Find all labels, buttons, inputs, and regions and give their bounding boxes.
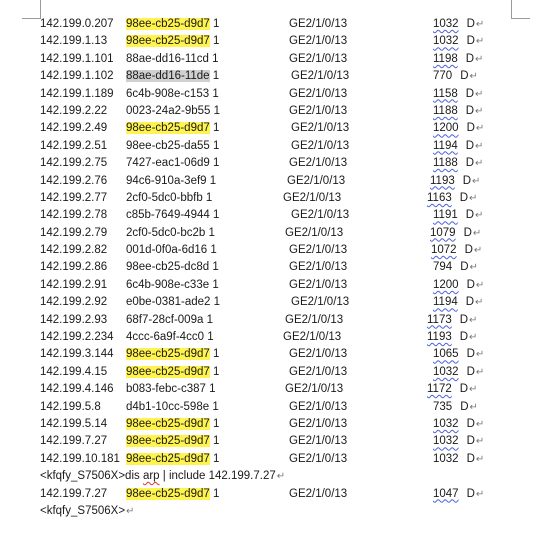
- vlan-id: 1: [212, 365, 220, 378]
- mac-cell: [126, 294, 220, 311]
- mac-address: 98ee-cb25-d9d7: [126, 365, 210, 378]
- paragraph-mark: ↵: [469, 332, 478, 344]
- entry-type: D: [466, 487, 475, 500]
- ip-address: 142.199.1.102: [40, 70, 114, 83]
- ip-address: 142.199.2.92: [40, 296, 108, 309]
- arp-row: [0, 381, 552, 398]
- entry-type: D: [465, 52, 475, 65]
- ip-address: 142.199.4.15: [40, 365, 108, 378]
- entry-type: D: [465, 104, 475, 117]
- arp-row: [0, 225, 552, 242]
- mac-address: e0be-0381-ade2: [126, 296, 211, 309]
- ip-address: 142.199.1.13: [40, 35, 108, 48]
- interface: GE2/1/0/13: [289, 87, 348, 100]
- mac-cell: [126, 259, 219, 276]
- mac-cell: [126, 16, 219, 33]
- aging-time: 1158: [433, 87, 458, 100]
- paragraph-mark: ↵: [475, 88, 484, 100]
- paragraph-mark: ↵: [475, 418, 485, 430]
- result-row-container: [0, 486, 552, 503]
- vlan-id: 1: [212, 417, 220, 430]
- aging-cell: [433, 259, 478, 276]
- ip-address: 142.199.2.78: [40, 209, 108, 222]
- aging-time: 1032: [433, 18, 459, 30]
- mac-address: 98ee-cb25-d9d7: [126, 435, 210, 448]
- paragraph-mark: ↵: [475, 36, 485, 48]
- mac-cell: [126, 225, 215, 242]
- entry-type: D: [459, 383, 469, 396]
- command-args: | include 142.199.7.27: [159, 470, 276, 483]
- paragraph-mark: ↵: [469, 71, 478, 83]
- aging-cell: [433, 207, 483, 224]
- interface: GE2/1/0/13: [291, 209, 350, 222]
- aging-cell: [433, 33, 484, 50]
- aging-cell: [430, 225, 481, 242]
- paragraph-mark: ↵: [276, 471, 286, 483]
- entry-type: D: [465, 209, 475, 222]
- paragraph-mark: ↵: [475, 279, 485, 291]
- interface: GE2/1/0/13: [289, 52, 348, 65]
- entry-type: D: [459, 331, 469, 344]
- vlan-id: 1: [212, 122, 220, 135]
- vlan-id: 1: [212, 487, 220, 500]
- vlan-id: 1: [212, 52, 219, 65]
- entry-type: D: [466, 417, 475, 430]
- ip-address: 142.199.2.77: [40, 191, 108, 204]
- final-prompt-line: [0, 503, 552, 520]
- mac-cell: [126, 346, 219, 363]
- entry-type: D: [466, 365, 475, 378]
- arp-row: [0, 399, 552, 416]
- aging-cell: [427, 329, 477, 346]
- ip-address: 142.199.3.144: [40, 348, 114, 361]
- interface: GE2/1/0/13: [289, 452, 348, 465]
- aging-time: 1032: [433, 435, 459, 448]
- vlan-id: 1: [205, 191, 213, 204]
- final-prompt-text: <kfqfy_S7506X>: [40, 504, 126, 517]
- vlan-id: 1: [212, 139, 220, 152]
- mac-cell: [126, 68, 219, 85]
- interface: GE2/1/0/13: [289, 400, 348, 413]
- aging-time: 735: [433, 400, 453, 413]
- arp-row: [0, 33, 552, 50]
- mac-cell: [126, 190, 212, 207]
- mac-address: 7427-eac1-06d9: [126, 157, 210, 170]
- arp-row: [0, 259, 552, 276]
- aging-cell: [433, 155, 483, 172]
- command-prompt: <kfqfy_S7506X>: [40, 470, 126, 483]
- entry-type: D: [459, 313, 469, 326]
- aging-time: 1172: [427, 383, 452, 396]
- paragraph-mark: ↵: [475, 140, 484, 152]
- arp-row: [0, 155, 552, 172]
- aging-time: 1065: [433, 348, 459, 361]
- ip-address: 142.199.2.22: [40, 104, 108, 117]
- aging-cell: [433, 16, 484, 33]
- arp-row: [0, 277, 552, 294]
- paragraph-mark: ↵: [473, 245, 483, 257]
- mac-cell: [126, 416, 219, 433]
- mac-cell: [126, 329, 214, 346]
- interface: GE2/1/0/13: [289, 157, 348, 170]
- interface: GE2/1/0/13: [289, 18, 348, 30]
- arp-row: [0, 190, 552, 207]
- aging-time: 1032: [433, 365, 459, 378]
- aging-cell: [433, 86, 483, 103]
- mac-cell: [126, 33, 219, 50]
- command-text: [40, 468, 285, 485]
- aging-time: 1032: [433, 417, 459, 430]
- interface: GE2/1/0/13: [289, 417, 348, 430]
- ip-address: 142.199.2.234: [40, 331, 114, 344]
- arp-row: [0, 68, 552, 85]
- entry-type: D: [460, 400, 469, 413]
- mac-cell: [126, 51, 219, 68]
- ip-address: 142.199.4.146: [40, 383, 114, 396]
- interface: GE2/1/0/13: [285, 313, 344, 326]
- mac-cell: [126, 381, 216, 398]
- mac-address: 0023-24a2-9b55: [126, 104, 211, 117]
- vlan-id: 1: [209, 383, 216, 396]
- command-line: [0, 468, 552, 485]
- aging-time: 1032: [433, 35, 459, 48]
- interface: GE2/1/0/13: [289, 487, 348, 500]
- mac-cell: [126, 173, 216, 190]
- mac-address: 88ae-dd16-11cd: [126, 52, 209, 65]
- aging-cell: [427, 381, 477, 398]
- interface: GE2/1/0/13: [291, 70, 350, 83]
- paragraph-mark: ↵: [469, 384, 478, 396]
- aging-cell: [433, 433, 484, 450]
- vlan-id: 1: [206, 313, 213, 326]
- mac-address: 98ee-cb25-dc8d: [126, 261, 210, 274]
- ip-address: 142.199.2.86: [40, 261, 108, 274]
- entry-type: D: [464, 244, 473, 257]
- ip-address: 142.199.2.91: [40, 278, 108, 291]
- mac-cell: [126, 277, 219, 294]
- aging-time: 1193: [427, 331, 452, 344]
- vlan-id: 1: [212, 209, 220, 222]
- aging-cell: [433, 346, 484, 363]
- aging-time: 1193: [430, 174, 455, 187]
- ip-address: 142.199.2.51: [40, 139, 108, 152]
- aging-cell: [433, 399, 478, 416]
- mac-address: 6c4b-908e-c33e: [126, 278, 210, 291]
- mac-address: 98ee-cb25-d9d7: [126, 452, 210, 465]
- ip-address: 142.199.2.79: [40, 226, 108, 239]
- aging-cell: [430, 173, 480, 190]
- aging-cell: [433, 103, 483, 120]
- paragraph-mark: ↵: [469, 262, 478, 274]
- aging-cell: [433, 364, 484, 381]
- interface: GE2/1/0/13: [283, 191, 342, 204]
- aging-time: 1194: [433, 296, 458, 309]
- vlan-id: 1: [207, 331, 214, 344]
- arp-row: [0, 433, 552, 450]
- vlan-id: 1: [213, 104, 221, 117]
- mac-address: d4b1-10cc-598e: [126, 400, 210, 413]
- interface: GE2/1/0/13: [289, 348, 348, 361]
- vlan-id: 1: [208, 226, 215, 239]
- ip-address: 142.199.2.76: [40, 174, 108, 187]
- arp-row: [0, 207, 552, 224]
- aging-cell: [431, 242, 482, 259]
- mac-address: 98ee-cb25-d9d7: [126, 18, 210, 30]
- arp-row: [0, 416, 552, 433]
- entry-type: D: [466, 348, 475, 361]
- entry-type: D: [465, 139, 475, 152]
- paragraph-mark: ↵: [475, 436, 485, 448]
- interface: GE2/1/0/13: [289, 261, 348, 274]
- aging-time: 1198: [433, 52, 458, 65]
- paragraph-mark: ↵: [475, 158, 484, 170]
- mac-address: 98ee-cb25-d9d7: [126, 35, 210, 48]
- arp-row: [0, 86, 552, 103]
- ip-address: 142.199.10.181: [40, 452, 120, 465]
- vlan-id: 1: [212, 278, 219, 291]
- mac-address: 2cf0-5dc0-bbfb: [126, 191, 203, 204]
- arp-row: [0, 173, 552, 190]
- interface: GE2/1/0/13: [285, 226, 344, 239]
- ip-address: 142.199.2.93: [40, 313, 108, 326]
- mac-cell: [126, 155, 219, 172]
- paragraph-mark: ↵: [475, 297, 484, 309]
- aging-time: 1200: [433, 278, 459, 291]
- aging-time: 1194: [433, 139, 458, 152]
- vlan-id: 1: [212, 70, 220, 83]
- interface: GE2/1/0/13: [289, 244, 348, 257]
- vlan-id: 1: [212, 400, 219, 413]
- aging-time: 1188: [433, 157, 458, 170]
- entry-type: D: [466, 18, 475, 30]
- aging-cell: [433, 51, 483, 68]
- aging-cell: [433, 120, 484, 137]
- mac-cell: [126, 207, 219, 224]
- vlan-id: 1: [212, 435, 220, 448]
- arp-row: [0, 120, 552, 137]
- paragraph-mark: ↵: [475, 349, 485, 361]
- mac-cell: [126, 120, 219, 137]
- paragraph-mark: ↵: [475, 210, 484, 222]
- vlan-id: 1: [213, 296, 221, 309]
- interface: GE2/1/0/13: [285, 383, 344, 396]
- mac-cell: [126, 364, 219, 381]
- paragraph-mark: ↵: [475, 105, 484, 117]
- paragraph-mark: ↵: [475, 53, 484, 65]
- entry-type: D: [466, 278, 475, 291]
- mac-address: 98ee-cb25-d9d7: [126, 417, 210, 430]
- vlan-id: 1: [212, 87, 219, 100]
- arp-row: [0, 329, 552, 346]
- interface: GE2/1/0/13: [283, 331, 342, 344]
- ip-address: 142.199.5.8: [40, 400, 101, 413]
- mac-address: 98ee-cb25-d9d7: [126, 348, 210, 361]
- mac-address: 98ee-cb25-d9d7: [126, 122, 210, 135]
- mac-address: 98ee-cb25-d9d7: [126, 487, 210, 500]
- arp-row: [0, 294, 552, 311]
- arp-row: [0, 451, 552, 468]
- arp-result-row: [0, 486, 552, 503]
- aging-cell: [433, 294, 483, 311]
- paragraph-mark: ↵: [469, 314, 478, 326]
- vlan-id: 1: [212, 157, 220, 170]
- vlan-id: 1: [209, 174, 217, 187]
- interface: GE2/1/0/13: [289, 435, 348, 448]
- interface: GE2/1/0/13: [291, 122, 350, 135]
- mac-cell: [126, 433, 219, 450]
- aging-cell: [433, 138, 483, 155]
- interface: GE2/1/0/13: [289, 104, 348, 117]
- ip-address: 142.199.7.27: [40, 487, 108, 500]
- interface: GE2/1/0/13: [287, 174, 346, 187]
- entry-type: D: [466, 452, 475, 465]
- mac-address: 94c6-910a-3ef9: [126, 174, 207, 187]
- command-keyword-dis: dis: [125, 470, 140, 483]
- entry-type: D: [463, 226, 472, 239]
- paragraph-mark: ↵: [126, 505, 135, 517]
- entry-type: D: [466, 435, 475, 448]
- arp-row: [0, 242, 552, 259]
- mac-address: c85b-7649-4944: [126, 209, 210, 222]
- interface: GE2/1/0/13: [291, 296, 350, 309]
- entry-type: D: [465, 296, 475, 309]
- arp-row: [0, 364, 552, 381]
- ip-address: 142.199.2.82: [40, 244, 108, 257]
- entry-type: D: [465, 87, 475, 100]
- entry-type: D: [466, 122, 475, 135]
- mac-cell: [126, 399, 219, 416]
- mac-cell: [126, 138, 219, 155]
- paragraph-mark: ↵: [469, 401, 478, 413]
- mac-address: 6c4b-908e-c153: [126, 87, 210, 100]
- mac-address: 68f7-28cf-009a: [126, 313, 204, 326]
- ip-address: 142.199.7.27: [40, 435, 108, 448]
- aging-cell: [433, 451, 484, 468]
- mac-address: 2cf0-5dc0-bc2b: [126, 226, 206, 239]
- aging-time: 1047: [433, 487, 459, 500]
- mac-address: b083-febc-c387: [126, 383, 206, 396]
- vlan-id: 1: [212, 18, 220, 30]
- aging-time: 1072: [431, 244, 457, 257]
- aging-time: 794: [433, 261, 453, 274]
- mac-cell: [126, 486, 219, 503]
- paragraph-mark: ↵: [475, 488, 485, 500]
- ip-address: 142.199.1.101: [40, 52, 114, 65]
- paragraph-mark: ↵: [475, 453, 485, 465]
- interface: GE2/1/0/13: [289, 278, 348, 291]
- interface: GE2/1/0/13: [291, 139, 350, 152]
- arp-row: [0, 312, 552, 329]
- aging-time: 1188: [433, 104, 458, 117]
- aging-time: 1191: [433, 209, 458, 222]
- entry-type: D: [460, 70, 469, 83]
- ip-address: 142.199.2.75: [40, 157, 108, 170]
- paragraph-mark: ↵: [475, 123, 485, 135]
- ip-address: 142.199.1.189: [40, 87, 114, 100]
- aging-time: 1163: [427, 191, 452, 204]
- entry-type: D: [460, 261, 469, 274]
- mac-address: 98ee-cb25-da55: [126, 139, 210, 152]
- aging-cell: [433, 277, 484, 294]
- arp-row: [0, 51, 552, 68]
- aging-time: 1200: [433, 122, 459, 135]
- mac-cell: [126, 242, 217, 259]
- mac-cell: [126, 451, 219, 468]
- vlan-id: 1: [212, 261, 219, 274]
- paragraph-mark: ↵: [475, 366, 485, 378]
- paragraph-mark: ↵: [472, 227, 482, 239]
- arp-row: [0, 103, 552, 120]
- interface: GE2/1/0/13: [289, 35, 348, 48]
- mac-cell: [126, 312, 213, 329]
- mac-address: 88ae-dd16-11de: [126, 70, 210, 83]
- aging-cell: [433, 68, 478, 85]
- aging-time: 1032: [433, 452, 459, 465]
- arp-table: [0, 16, 552, 468]
- ip-address: 142.199.2.49: [40, 122, 108, 135]
- mac-cell: [126, 86, 219, 103]
- vlan-id: 1: [212, 348, 220, 361]
- aging-cell: [427, 190, 477, 207]
- arp-row: [0, 138, 552, 155]
- arp-row: [0, 346, 552, 363]
- vlan-id: 1: [210, 244, 217, 257]
- entry-type: D: [466, 35, 475, 48]
- aging-cell: [433, 416, 484, 433]
- aging-time: 1173: [427, 313, 452, 326]
- paragraph-mark: ↵: [472, 175, 481, 187]
- document-body[interactable]: [0, 16, 552, 520]
- command-keyword-arp: arp: [142, 470, 160, 483]
- vlan-id: 1: [212, 35, 220, 48]
- paragraph-mark: ↵: [475, 19, 485, 30]
- mac-address: 4ccc-6a9f-4cc0: [126, 331, 204, 344]
- aging-time: 1079: [430, 226, 456, 239]
- interface: GE2/1/0/13: [289, 365, 348, 378]
- aging-time: 770: [433, 70, 453, 83]
- arp-row: [0, 16, 552, 33]
- vlan-id: 1: [212, 452, 220, 465]
- aging-cell: [427, 312, 477, 329]
- ip-address: 142.199.0.207: [40, 18, 114, 30]
- entry-type: D: [465, 157, 475, 170]
- entry-type: D: [462, 174, 472, 187]
- ip-address: 142.199.5.14: [40, 417, 108, 430]
- final-prompt: [40, 503, 134, 520]
- aging-cell: [433, 486, 484, 503]
- entry-type: D: [459, 191, 469, 204]
- mac-cell: [126, 103, 220, 120]
- mac-address: 001d-0f0a-6d16: [126, 244, 208, 257]
- paragraph-mark: ↵: [469, 192, 478, 204]
